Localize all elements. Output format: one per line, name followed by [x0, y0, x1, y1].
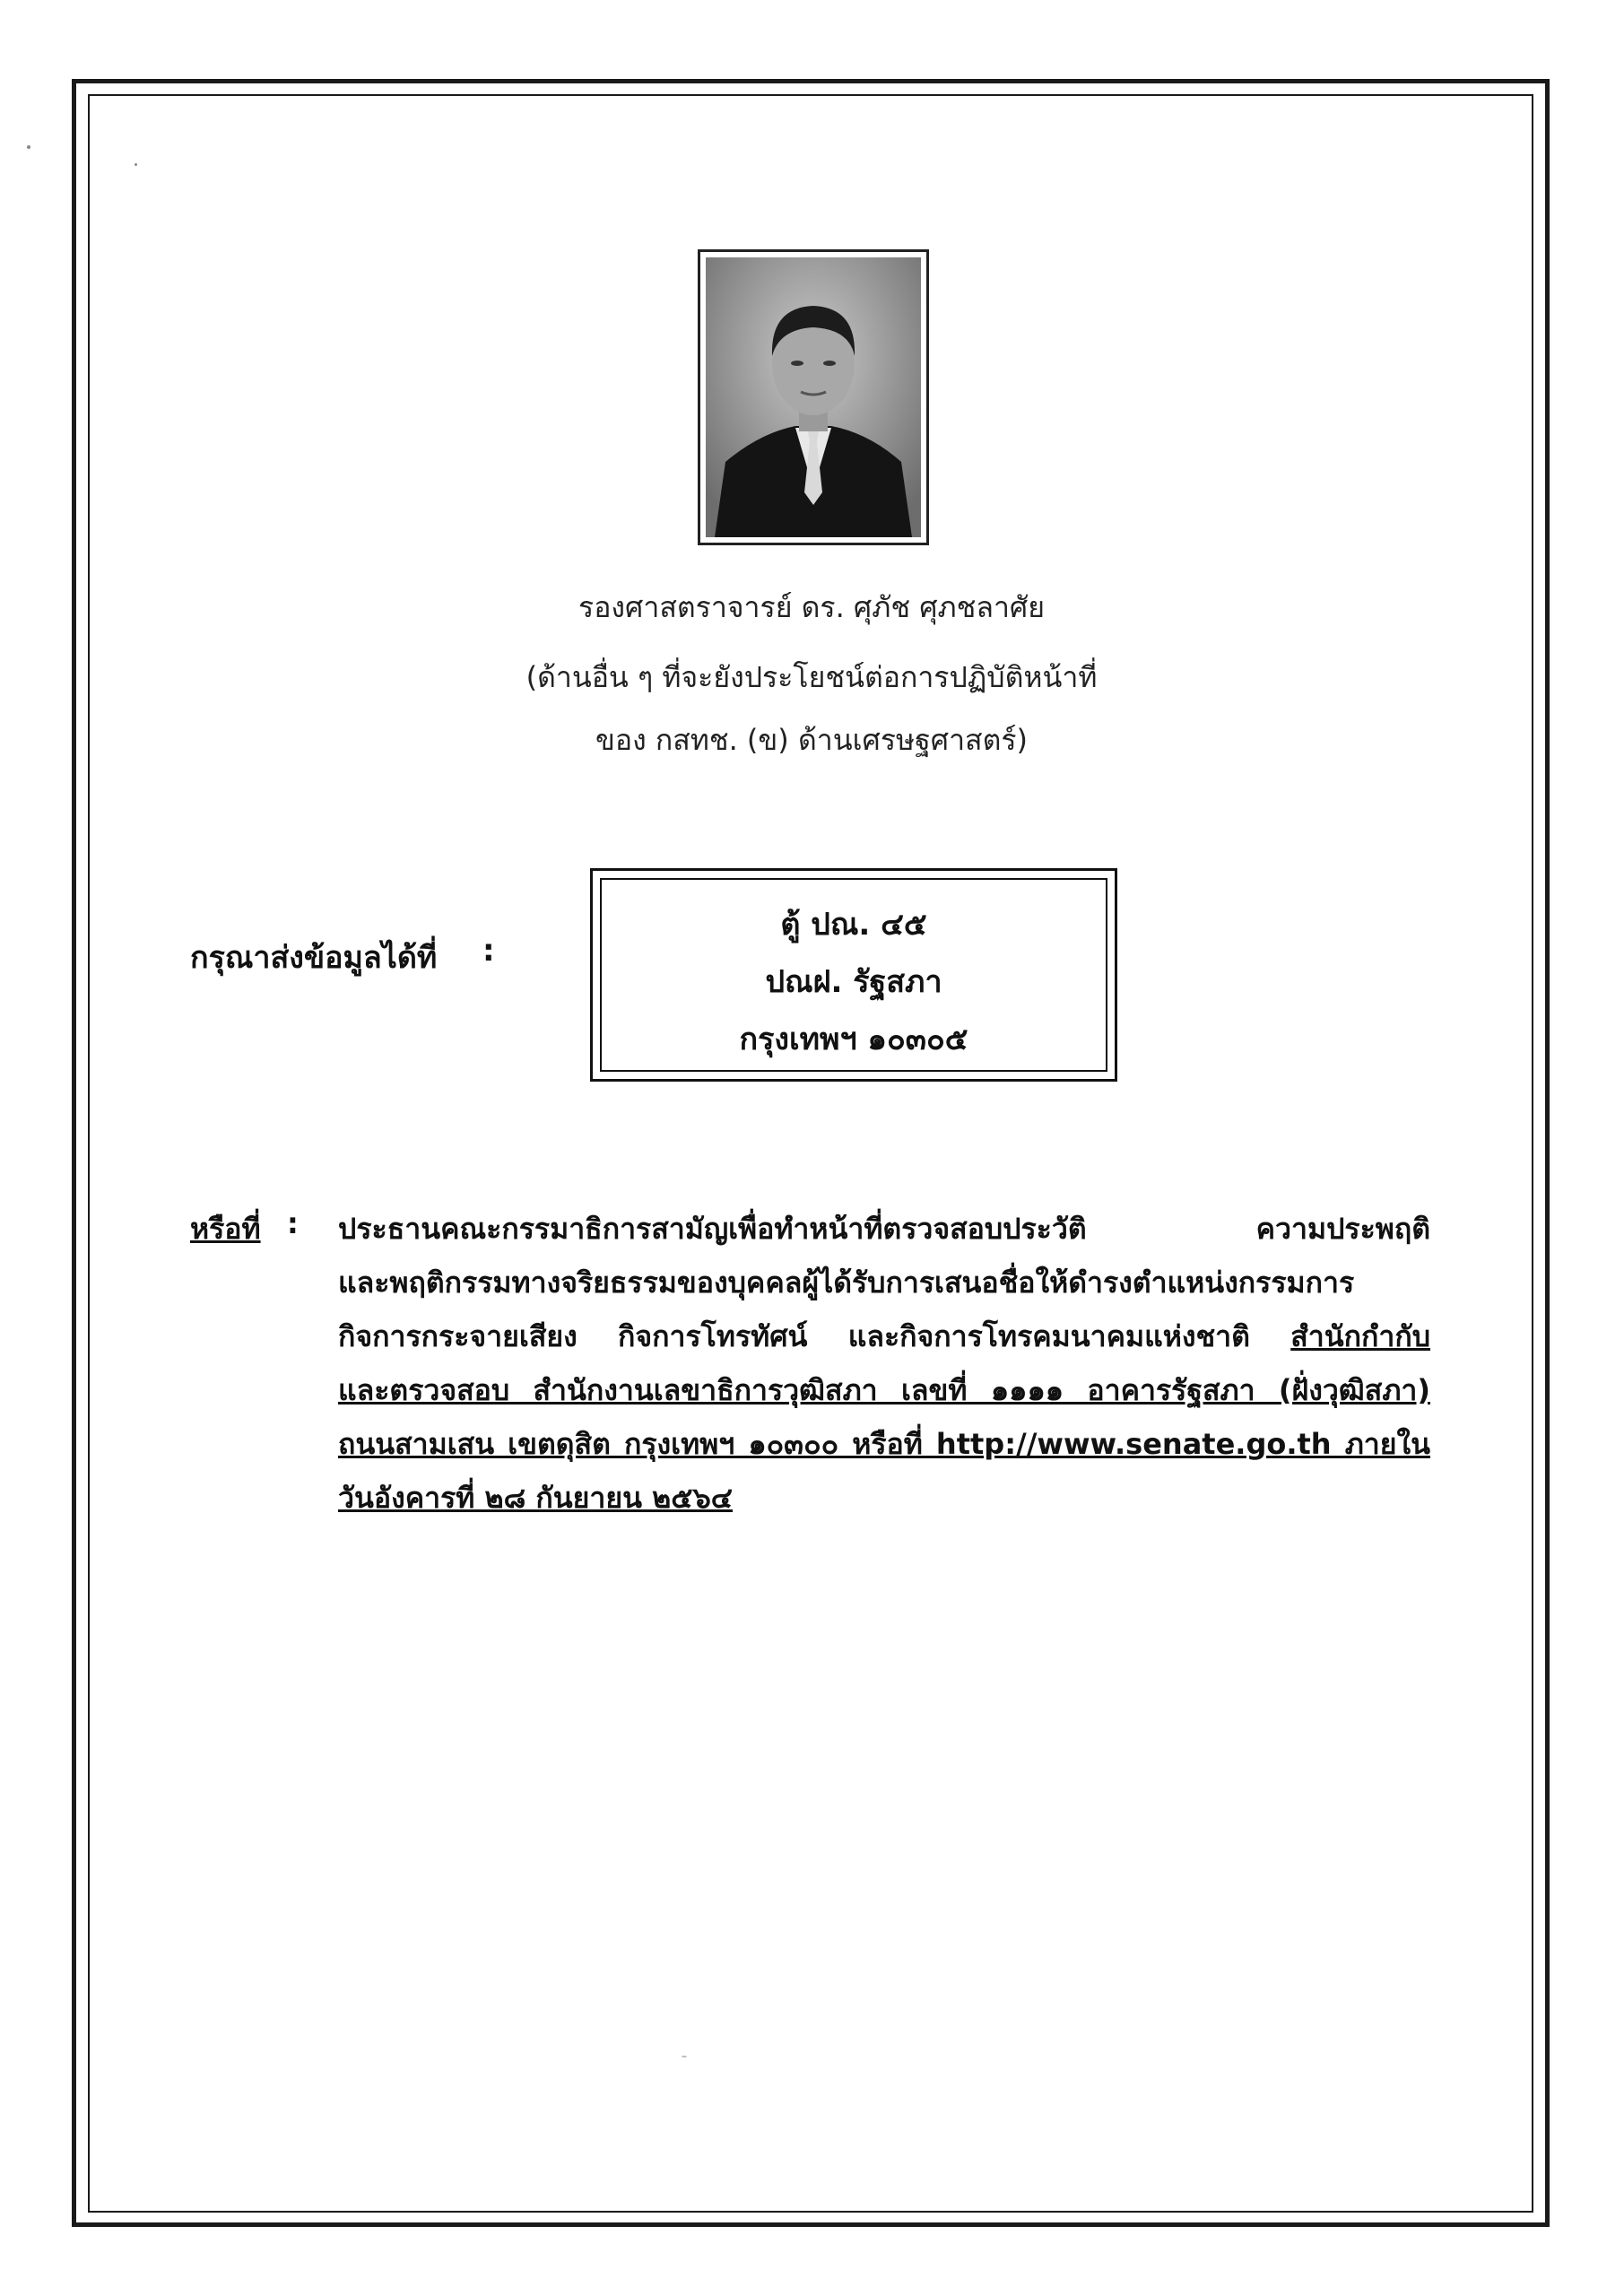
alternative-colon: :	[287, 1206, 299, 1240]
alternative-line-5[interactable]: ถนนสามเสน เขตดุสิต กรุงเทพฯ ๑๐๓๐๐ หรือที่ http://www.senate.go.th ภายใน	[338, 1427, 1430, 1461]
alternative-line-6-deadline: วันอังคารที่ ๒๘ กันยายน ๒๕๖๔	[338, 1481, 733, 1515]
alternative-line-4: และตรวจสอบ สำนักงานเลขาธิการวุฒิสภา เลขที่ ๑๑๑๑ อาคารรัฐสภา (ฝั่งวุฒิสภา)	[338, 1373, 1430, 1407]
alternative-line-3-underlined: สำนักกำกับ	[1290, 1319, 1430, 1353]
alternative-label: หรือที่	[190, 1212, 261, 1246]
nominee-category-line2: ของ กสทช. (ข) ด้านเศรษฐศาสตร์)	[595, 723, 1029, 757]
address-line-pobox: ตู้ ปณ. ๔๕	[780, 907, 927, 943]
scan-speck	[27, 145, 30, 149]
send-to-colon: :	[482, 933, 495, 969]
alternative-line-2: และพฤติกรรมทางจริยธรรมของบุคคลผู้ได้รับการเสนอชื่อให้ดำรงตำแหน่งกรรมการ	[338, 1265, 1355, 1300]
alternative-line-3-plain: กิจการกระจายเสียง กิจการโทรทัศน์ และกิจการโทรคมนาคมแห่งชาติ	[338, 1319, 1291, 1353]
nominee-photo	[706, 257, 921, 537]
alternative-line-3	[338, 1314, 1430, 1360]
alternative-line-1: ประธานคณะกรรมาธิการสามัญเพื่อทำหน้าที่ตรวจสอบประวัติ ความประพฤติ	[338, 1212, 1430, 1246]
nominee-category-line1: (ด้านอื่น ๆ ที่จะยังประโยชน์ต่อการปฏิบัติหน้าที่	[525, 660, 1098, 694]
nominee-photo-frame	[698, 249, 929, 545]
nominee-name: รองศาสตราจารย์ ดร. ศุภัช ศุภชลาศัย	[578, 590, 1045, 624]
address-line-city: กรุงเทพฯ ๑๐๓๐๕	[739, 1022, 968, 1057]
address-line-post-office: ปณฝ. รัฐสภา	[765, 964, 942, 1000]
address-box	[590, 868, 1117, 1082]
send-to-label: กรุณาส่งข้อมูลได้ที่	[190, 940, 438, 976]
